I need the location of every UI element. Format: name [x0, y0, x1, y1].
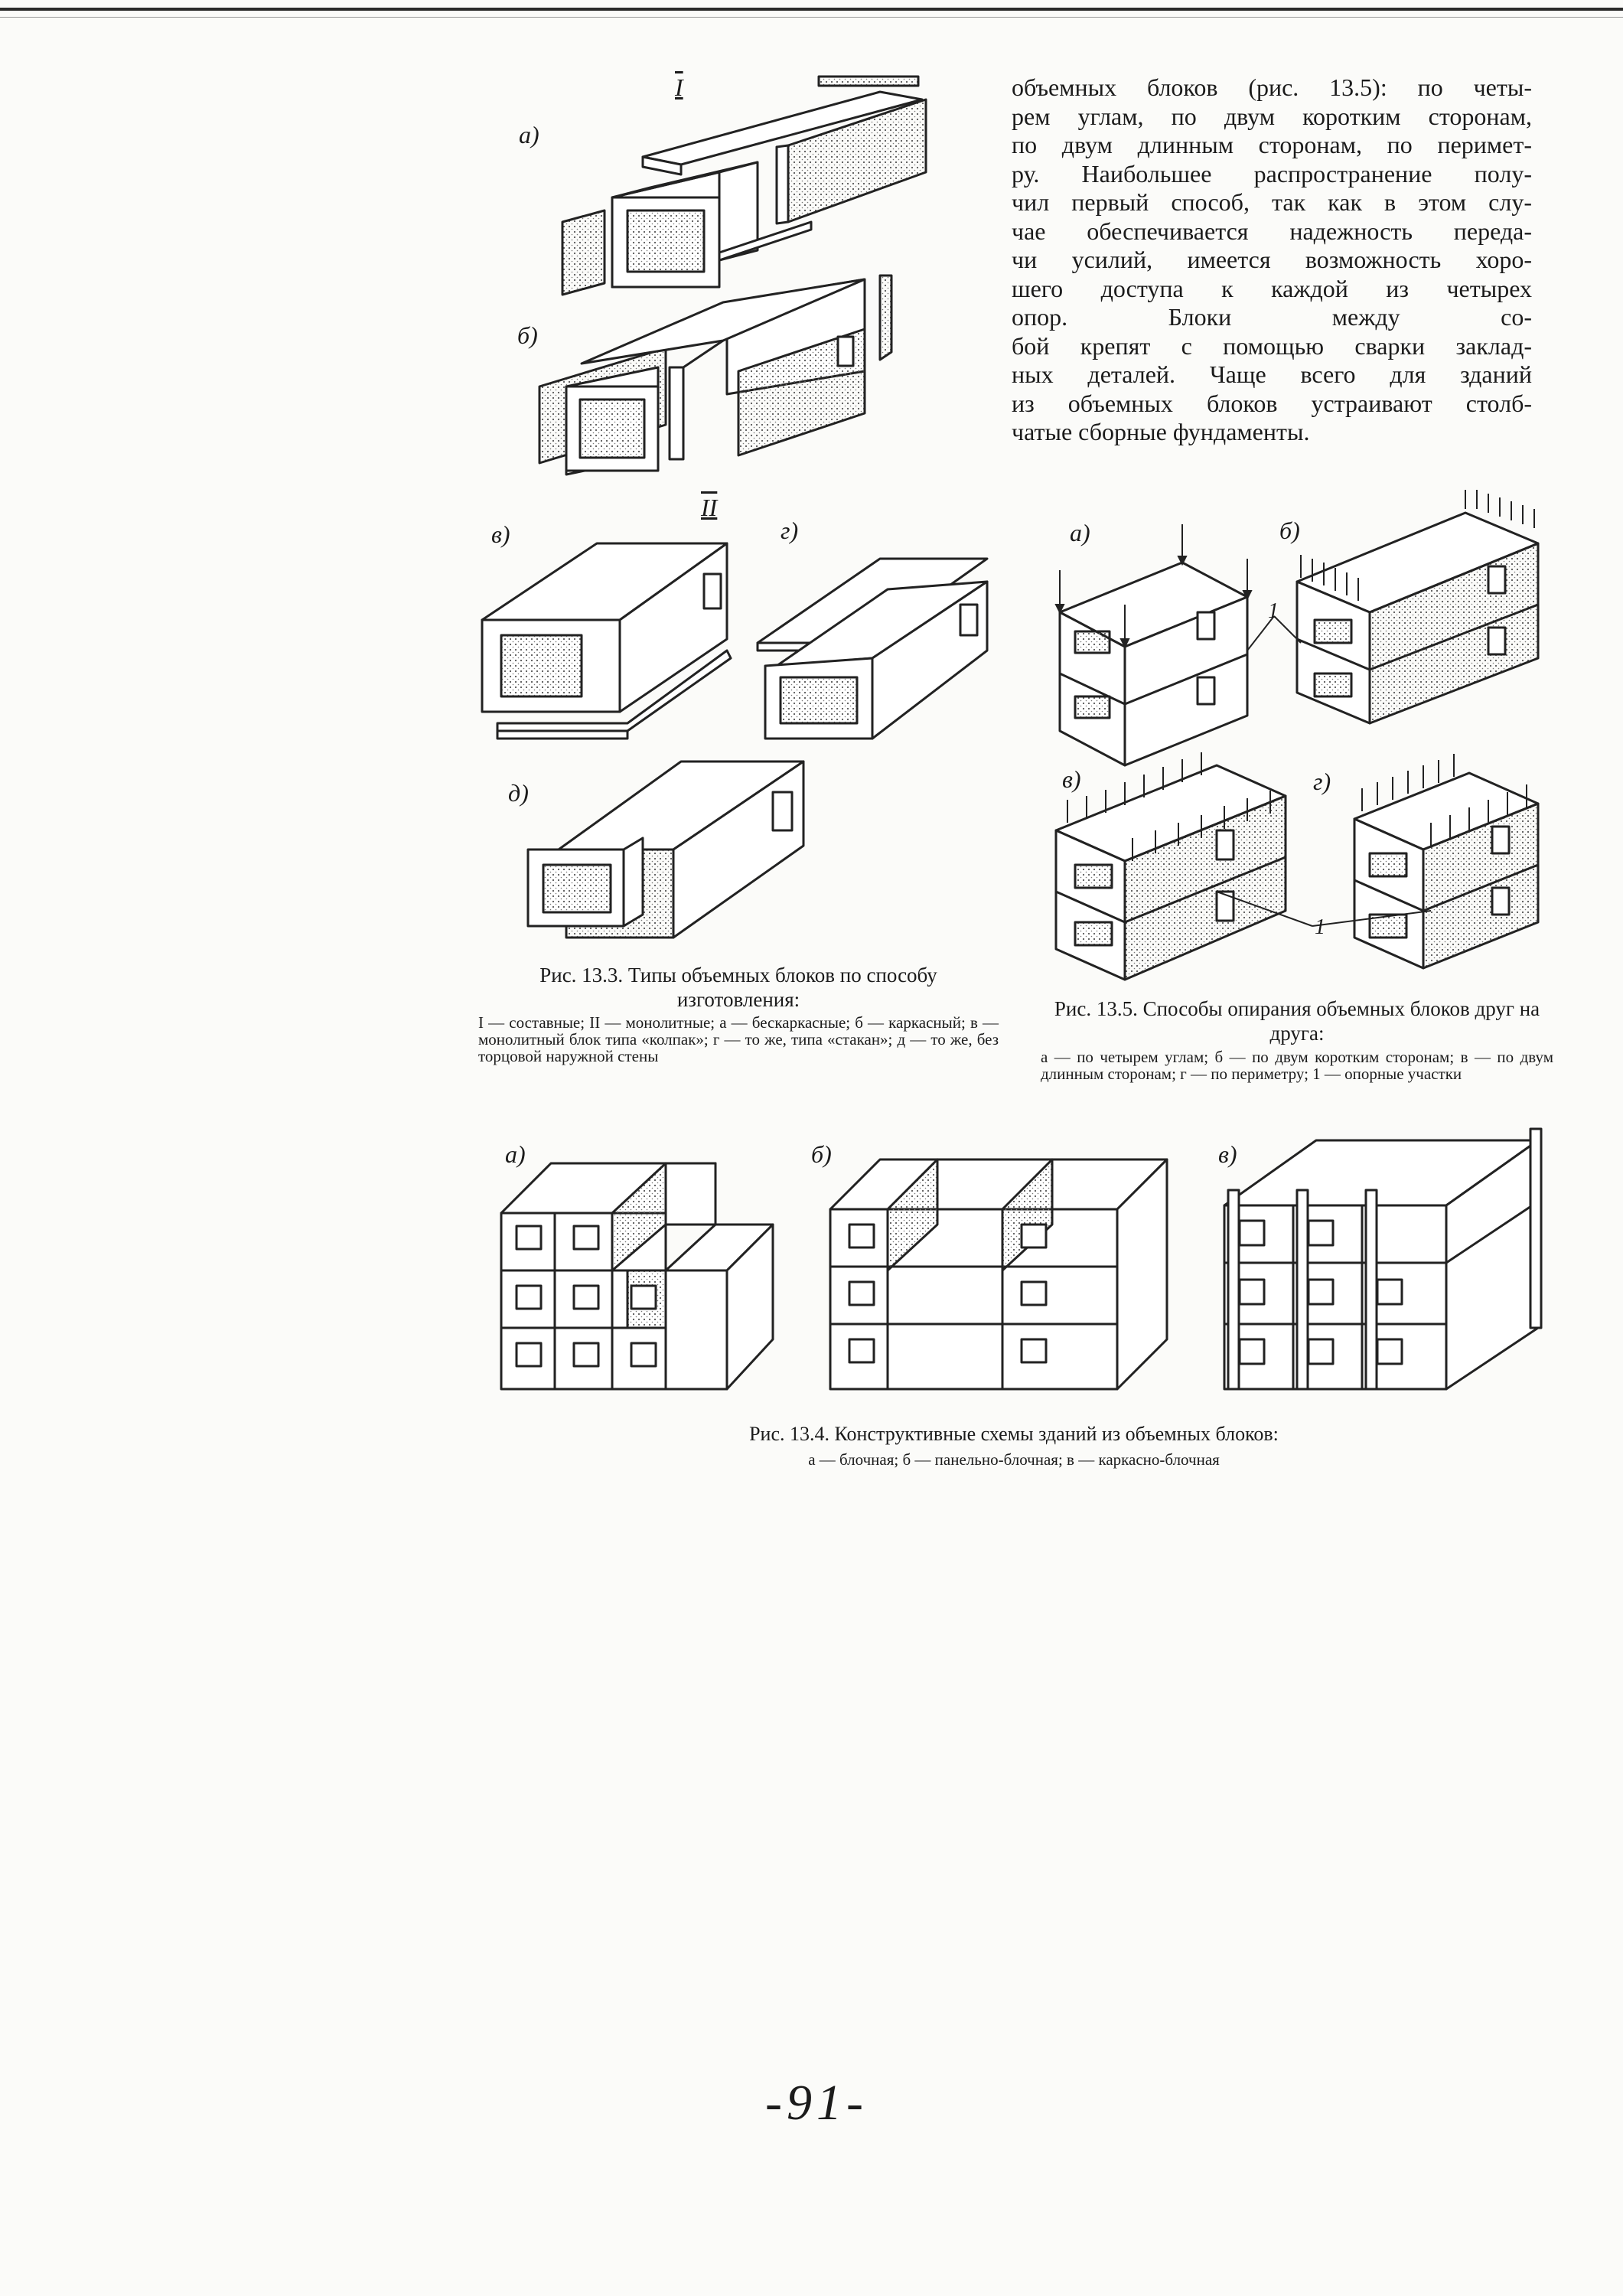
- body-line: бой крепят с помощью сварки заклад-: [1012, 331, 1532, 360]
- panel-v-cap-block: [482, 543, 731, 739]
- body-line: объемных блоков (рис. 13.5): по четы-: [1012, 73, 1532, 101]
- body-line: чатые сборные фундаменты.: [1012, 418, 1310, 445]
- fig-13-5-g-perimeter: [1354, 773, 1538, 968]
- body-line: ру. Наибольшее распространение полу-: [1012, 159, 1532, 188]
- fig-13-3-label-a: а): [519, 121, 539, 148]
- fig-13-4-b-panel-block-scheme: [830, 1159, 1167, 1389]
- fig-13-5-marker-1: 1: [1268, 599, 1279, 623]
- fig-13-5-label-b: б): [1279, 517, 1300, 544]
- fig-13-4-label-a: а): [505, 1140, 526, 1168]
- fig-13-3-label-g: г): [781, 517, 799, 544]
- fig-13-3-label-b: б): [517, 321, 538, 349]
- fig-13-4-label-b: б): [811, 1140, 832, 1168]
- fig-13-5-v-long-sides: [1056, 765, 1286, 980]
- body-line: опор. Блоки между со-: [1012, 303, 1532, 331]
- fig-13-4-a-block-scheme: [501, 1163, 773, 1389]
- fig-13-5-marker-1b: 1: [1315, 915, 1325, 939]
- fig-13-4-v-frame-block-scheme: [1224, 1129, 1541, 1389]
- body-line: чае обеспечивается надежность переда-: [1012, 217, 1532, 245]
- fig-13-5-a-four-corners: [1060, 563, 1247, 765]
- fig-13-4-caption-legend: а — блочная; б — панельно-блочная; в — каркасно-блочная: [808, 1450, 1220, 1469]
- fig-13-4-label-v: в): [1218, 1140, 1237, 1168]
- fig-13-4-caption-title: Рис. 13.4. Конструктивные схемы зданий из объемных блоков:: [749, 1423, 1279, 1445]
- body-line: чил первый способ, так как в этом слу-: [1012, 188, 1532, 216]
- body-line: ных деталей. Чаще всего для зданий: [1012, 360, 1532, 388]
- fig-13-3-label-d: д): [508, 779, 529, 807]
- fig-13-5-caption-legend: а — по четырем углам; б — по двум коротким сторонам; в — по двум длинным сторонам; г — по периметру; 1 — опорные участки: [1041, 1048, 1553, 1083]
- body-line: шего доступа к каждой из четырех: [1012, 274, 1532, 302]
- panel-b-framed-block: [539, 276, 891, 475]
- body-line: по двум длинным сторонам, по перимет-: [1012, 131, 1532, 158]
- fig-13-3-label-v: в): [491, 520, 510, 548]
- body-line: из объемных блоков устраивают столб-: [1012, 389, 1532, 417]
- body-line: чи усилий, имеется возможность хоро-: [1012, 246, 1532, 273]
- fig-13-3-caption-legend: I — составные; II — монолитные; а — бескаркасные; б — каркасный; в — монолитный блок типа «колпак»; г — то же, типа «стакан»; д — то же, без торцовой наружной стены: [478, 1013, 999, 1065]
- fig-13-3-group-label-2: II: [701, 494, 718, 521]
- panel-d-block: [528, 762, 803, 938]
- fig-13-3-group-label-1: I: [675, 73, 683, 101]
- fig-13-5-b-short-sides: [1297, 513, 1538, 723]
- panel-a-exploded-block: [562, 77, 926, 295]
- fig-13-5-caption-title: Рис. 13.5. Способы опирания объемных блоков друг на друга:: [1054, 997, 1540, 1045]
- body-line: рем углам, по двум коротким сторонам,: [1012, 102, 1532, 130]
- fig-13-3-caption-title: Рис. 13.3. Типы объемных блоков по способу изготовления:: [539, 964, 937, 1011]
- fig-13-5-label-g: г): [1313, 768, 1331, 795]
- page-number: -91-: [765, 2075, 868, 2131]
- fig-13-5-label-a: а): [1070, 519, 1090, 546]
- panel-g-cup-block: [758, 559, 987, 739]
- fig-13-5-label-v: в): [1062, 765, 1081, 793]
